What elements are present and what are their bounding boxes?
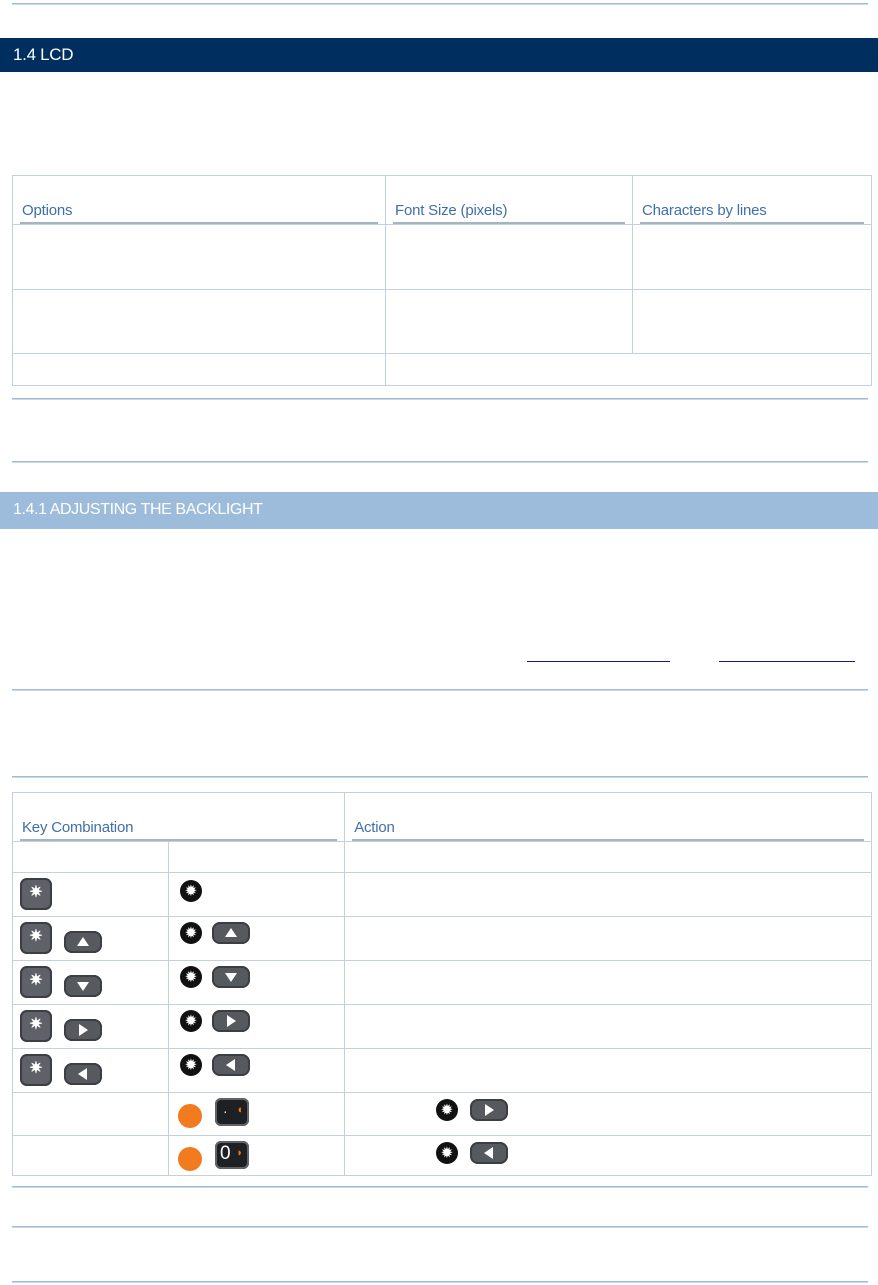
table-row [13, 1005, 872, 1049]
orange-function-key-icon [178, 1104, 202, 1128]
backlight-round-key-icon: ✹ [180, 966, 202, 988]
table-row [13, 354, 872, 386]
arrow-left-key-icon [64, 1063, 102, 1085]
table-row [13, 961, 872, 1005]
table-row [13, 225, 872, 290]
arrow-down-key-icon [64, 975, 102, 997]
lcd-header-options: Options [13, 176, 385, 224]
note-divider-top [12, 398, 868, 400]
backlight-round-key-icon: ✹ [180, 922, 202, 944]
table-row [13, 873, 872, 917]
arrow-right-key-icon [64, 1019, 102, 1041]
arrow-down-key-icon [212, 966, 250, 988]
tip-divider-top [12, 689, 868, 691]
lcd-header-characters: Characters by lines [633, 176, 871, 224]
arrow-left-key-icon [212, 1054, 250, 1076]
lcd-header-font-size: Font Size (pixels) [386, 176, 632, 224]
lcd-options-table [12, 175, 872, 386]
tip-divider-bottom [12, 776, 868, 778]
subsection-title: 1.4.1 ADJUSTING THE BACKLIGHT [13, 501, 263, 518]
cross-reference-link-2[interactable] [719, 661, 855, 662]
backlight-header-action: Action [345, 793, 871, 841]
table-row [13, 1049, 872, 1093]
section-title: 1.4 LCD [13, 45, 74, 64]
arrow-right-key-icon [212, 1010, 250, 1032]
backlight-key-icon: ✷ [20, 922, 52, 954]
backlight-header-key-combination: Key Combination [13, 793, 344, 841]
cross-reference-link-1[interactable] [527, 661, 670, 662]
table-row [13, 290, 872, 354]
arrow-left-key-icon [470, 1142, 508, 1164]
note-divider-bottom [12, 461, 868, 463]
backlight-round-key-icon: ✹ [180, 1010, 202, 1032]
backlight-key-icon: ✷ [20, 878, 52, 910]
table-row [13, 842, 872, 873]
zero-key-icon: 0 ◗ [215, 1141, 249, 1169]
note-divider-bottom-2 [12, 1226, 868, 1228]
arrow-up-key-icon [212, 922, 250, 944]
subsection-header-bar [0, 492, 878, 529]
arrow-right-key-icon [470, 1099, 508, 1121]
backlight-round-key-icon: ✹ [180, 880, 202, 902]
note-divider-top-2 [12, 1186, 868, 1188]
page-bottom-divider [12, 1281, 868, 1283]
arrow-up-key-icon [64, 931, 102, 953]
backlight-round-key-icon: ✹ [180, 1054, 202, 1076]
backlight-key-icon: ✷ [20, 966, 52, 998]
period-key-icon: · ◖ [215, 1098, 249, 1126]
top-divider [12, 3, 868, 5]
backlight-round-key-icon: ✹ [436, 1099, 458, 1121]
orange-function-key-icon [178, 1147, 202, 1171]
section-header-bar [0, 38, 878, 72]
backlight-key-icon: ✷ [20, 1054, 52, 1086]
backlight-key-icon: ✷ [20, 1010, 52, 1042]
backlight-round-key-icon: ✹ [436, 1142, 458, 1164]
table-row [13, 917, 872, 961]
